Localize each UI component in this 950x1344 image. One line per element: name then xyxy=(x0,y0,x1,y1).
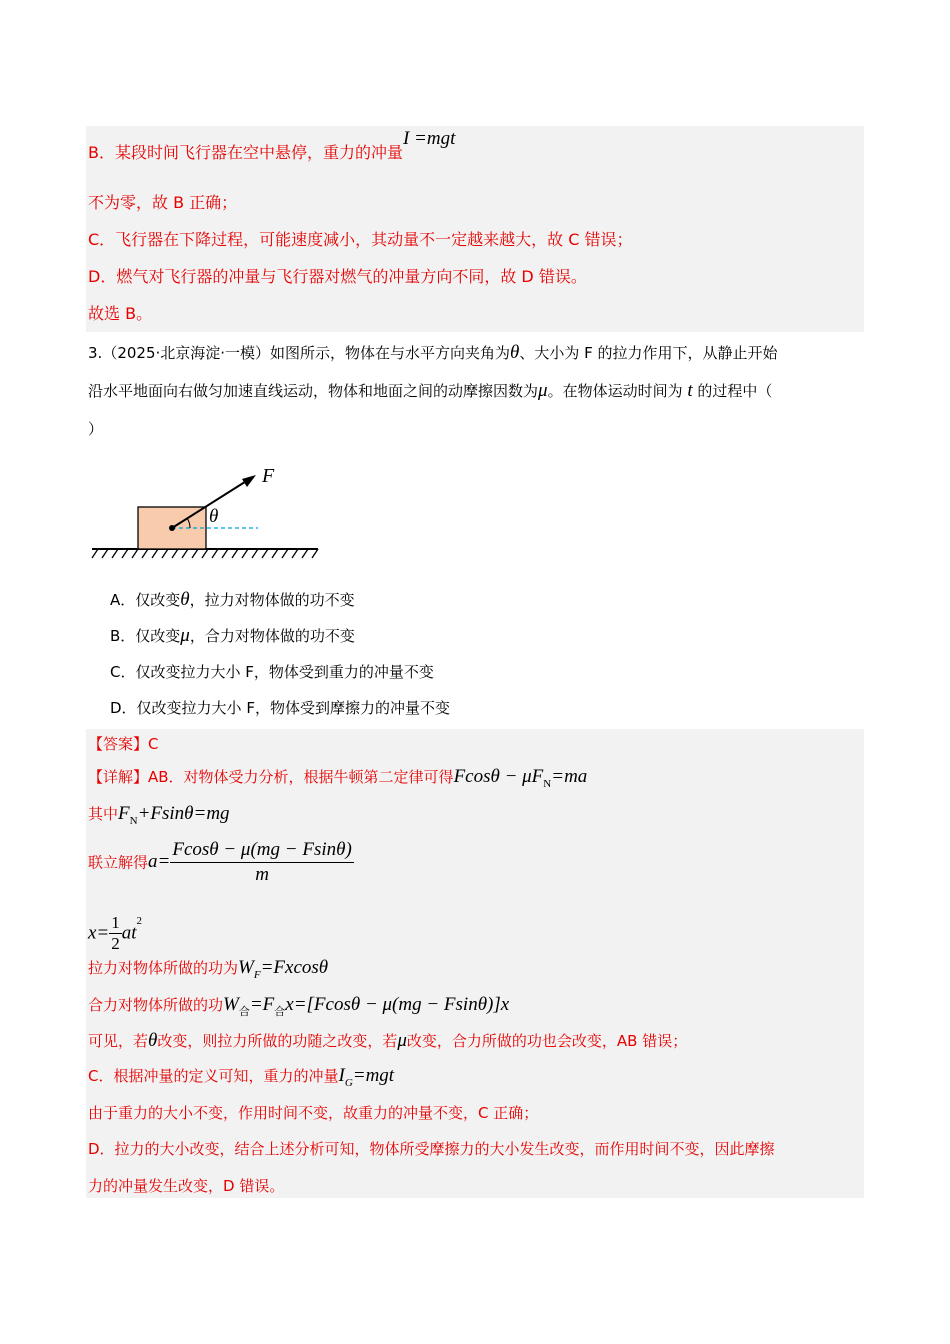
eq4-fraction xyxy=(109,913,122,954)
force-arrow-head xyxy=(242,475,256,487)
eq4-lhs: x= xyxy=(88,922,110,944)
eq5-b: =Fxcosθ xyxy=(260,957,329,978)
l5-text: 拉力对物体所做的功为 xyxy=(88,959,239,977)
eq4-num: 1 xyxy=(111,913,120,933)
option-b-post: ，合力对物体做的功不变 xyxy=(189,627,355,645)
answer-label: 【答案】C xyxy=(88,735,159,753)
l6-text: 合力对物体所做的功 xyxy=(88,996,224,1014)
l3-text: 联立解得 xyxy=(88,853,149,872)
detail-line-8 xyxy=(88,1066,394,1093)
option-c-text: C．仅改变拉力大小 F，物体受到重力的冲量不变 xyxy=(110,663,434,681)
option-a-post: ，拉力对物体做的功不变 xyxy=(189,591,355,609)
eq4-sup: 2 xyxy=(136,915,143,927)
q-mu: μ xyxy=(538,380,548,401)
equation-normal xyxy=(118,803,230,827)
eq8-b: =mgt xyxy=(352,1065,395,1086)
l7-b: 改变，则拉力所做的功随之改变，若 xyxy=(157,1032,398,1050)
eq3-fraction xyxy=(170,838,353,887)
eq4-tail: at xyxy=(121,922,137,944)
detail-line-7 xyxy=(88,1031,687,1051)
eq5-sub: F xyxy=(253,968,261,981)
prev-b-text: B．某段时间飞行器在空中悬停，重力的冲量 xyxy=(88,143,403,162)
eq3-den: m xyxy=(255,864,269,885)
l7-theta: θ xyxy=(148,1030,158,1051)
option-b-pre: B．仅改变 xyxy=(110,627,181,645)
option-b xyxy=(110,626,355,646)
option-a-sym: θ xyxy=(180,589,190,610)
prev-choose: 故选 B。 xyxy=(88,304,153,323)
eq2-b: +Fsinθ=mg xyxy=(137,803,230,824)
q-theta: θ xyxy=(510,342,520,363)
eq1-sub: N xyxy=(543,777,552,790)
l7-c: 改变，合力所做的功也会改变，AB 错误； xyxy=(406,1032,688,1050)
prev-option-c: C．飞行器在下降过程，可能速度减小，其动量不一定越来越大，故 C 错误； xyxy=(88,230,633,249)
force-diagram xyxy=(88,458,323,566)
eq6-b: =F xyxy=(249,994,275,1015)
q-text-2b: 。在物体运动时间为 xyxy=(547,382,688,400)
q-text-1b: 、大小为 F 的拉力作用下，从静止开始 xyxy=(519,344,778,362)
detail-label: 【详解】AB．对物体受力分析，根据牛顿第二定律可得 xyxy=(88,768,454,786)
eq2-sub: N xyxy=(129,814,138,827)
eq3-lhs: a= xyxy=(148,850,171,872)
eq1-main: Fcosθ − μF xyxy=(453,766,544,787)
l7-mu: μ xyxy=(397,1030,407,1051)
equation-displacement xyxy=(88,913,143,954)
eq6-a: W xyxy=(223,994,239,1015)
question-number: 3. xyxy=(88,344,103,362)
detail-line-3 xyxy=(88,838,354,887)
ground-hatching xyxy=(92,549,318,558)
eq6-sub2: 合 xyxy=(274,1005,286,1018)
eq4-den: 2 xyxy=(111,934,120,954)
detail-line-10: D．拉力的大小改变，结合上述分析可知，物体所受摩擦力的大小发生改变，而作用时间不变，因此摩擦 xyxy=(88,1140,775,1158)
q-text-1a: （2025·北京海淀·一模）如图所示，物体在与水平方向夹角为 xyxy=(102,344,511,362)
question-line-2 xyxy=(88,381,772,401)
prev-b-math: I =mgt xyxy=(402,128,456,149)
q-text-2a: 沿水平地面向右做匀加速直线运动，物体和地面之间的动摩擦因数为 xyxy=(88,382,539,400)
detail-line-9: 由于重力的大小不变，作用时间不变，故重力的冲量不变，C 正确； xyxy=(88,1104,539,1122)
detail-line-11: 力的冲量发生改变，D 错误。 xyxy=(88,1177,285,1195)
option-d xyxy=(110,698,450,718)
equation-work-force xyxy=(238,957,329,981)
eq6-sub: 合 xyxy=(238,1005,250,1018)
q-t: t xyxy=(687,380,693,401)
l2-text: 其中 xyxy=(88,805,119,823)
option-a-pre: A．仅改变 xyxy=(110,591,181,609)
eq8-a: I xyxy=(338,1065,345,1086)
block-center-dot xyxy=(169,525,175,531)
question-line-3: ） xyxy=(88,420,104,438)
equation-work-net xyxy=(223,994,510,1018)
option-d-text: D．仅改变拉力大小 F，物体受到摩擦力的冲量不变 xyxy=(110,699,450,717)
force-label: F xyxy=(262,465,275,487)
prev-option-b-line2: 不为零，故 B 正确； xyxy=(88,193,238,212)
eq5-a: W xyxy=(238,957,254,978)
eq2-a: F xyxy=(118,803,130,824)
prev-option-b-line1 xyxy=(88,128,456,163)
q-text-2c: 的过程中（ xyxy=(692,382,773,400)
l7-a: 可见，若 xyxy=(88,1032,149,1050)
option-c xyxy=(110,662,434,682)
detail-line-1 xyxy=(88,767,587,794)
detail-line-4 xyxy=(88,898,142,957)
prev-option-d: D．燃气对飞行器的冲量与飞行器对燃气的冲量方向不同，故 D 错误。 xyxy=(88,267,587,286)
eq8-sub: G xyxy=(344,1076,353,1089)
eq3-num: Fcosθ − μ(mg − Fsinθ) xyxy=(170,838,353,863)
detail-line-5 xyxy=(88,958,328,985)
detail-line-2 xyxy=(88,804,230,831)
angle-label: θ xyxy=(209,506,219,527)
l8-text: C．根据冲量的定义可知，重力的冲量 xyxy=(88,1067,339,1085)
question-line-1 xyxy=(88,343,778,363)
option-b-sym: μ xyxy=(180,625,190,646)
option-a xyxy=(110,590,355,610)
detail-line-6 xyxy=(88,995,509,1022)
eq1-tail: =ma xyxy=(551,766,588,787)
equation-impulse-gravity xyxy=(338,1065,395,1089)
eq6-c: x=[Fcosθ − μ(mg − Fsinθ)]x xyxy=(285,994,510,1015)
equation-newton xyxy=(453,766,588,790)
